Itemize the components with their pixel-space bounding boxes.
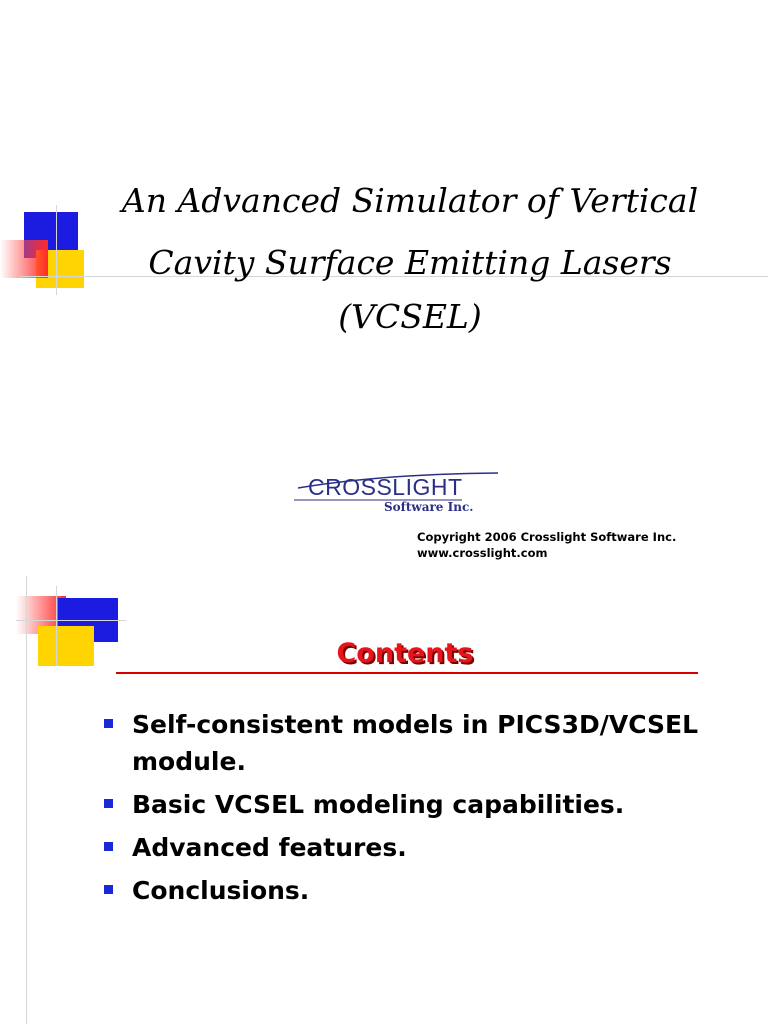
logo-wordmark: CROSSLIGHT [308,474,463,500]
decor-horizontal-line [16,620,126,621]
contents-heading: Contents [336,638,474,669]
contents-list [100,706,740,915]
logo-subtitle: Software Inc. [384,500,474,514]
list-item-text: Conclusions. [132,876,310,905]
heading-underline [116,672,698,674]
decor-red-square [0,240,48,278]
list-item-text: Advanced features. [132,833,407,862]
square-bullet-icon [104,719,113,728]
list-item [100,786,740,823]
copyright-text: Copyright 2006 Crosslight Software Inc. [417,530,677,544]
copyright-block [417,529,676,561]
square-bullet-icon [104,799,113,808]
crosslight-logo [292,470,504,516]
decor-vertical-line [56,205,57,295]
website-link[interactable]: www.crosslight.com [417,546,548,560]
decor-yellow-square [38,626,94,666]
title-line-2: Cavity Surface Emitting Lasers [148,243,672,282]
decor-vertical-line-2 [56,586,57,666]
list-item [100,829,740,866]
slide-title [100,170,720,348]
square-bullet-icon [104,842,113,851]
square-bullet-icon [104,885,113,894]
list-item [100,706,740,780]
list-item [100,872,740,909]
contents-slide [0,576,768,1024]
list-item-text: Self-consistent models in PICS3D/VCSEL module. [132,710,699,776]
title-line-3: (VCSEL) [338,297,482,336]
title-line-1: An Advanced Simulator of Vertical [121,181,699,220]
list-item-text: Basic VCSEL modeling capabilities. [132,790,625,819]
decor-vertical-line [26,576,27,1024]
